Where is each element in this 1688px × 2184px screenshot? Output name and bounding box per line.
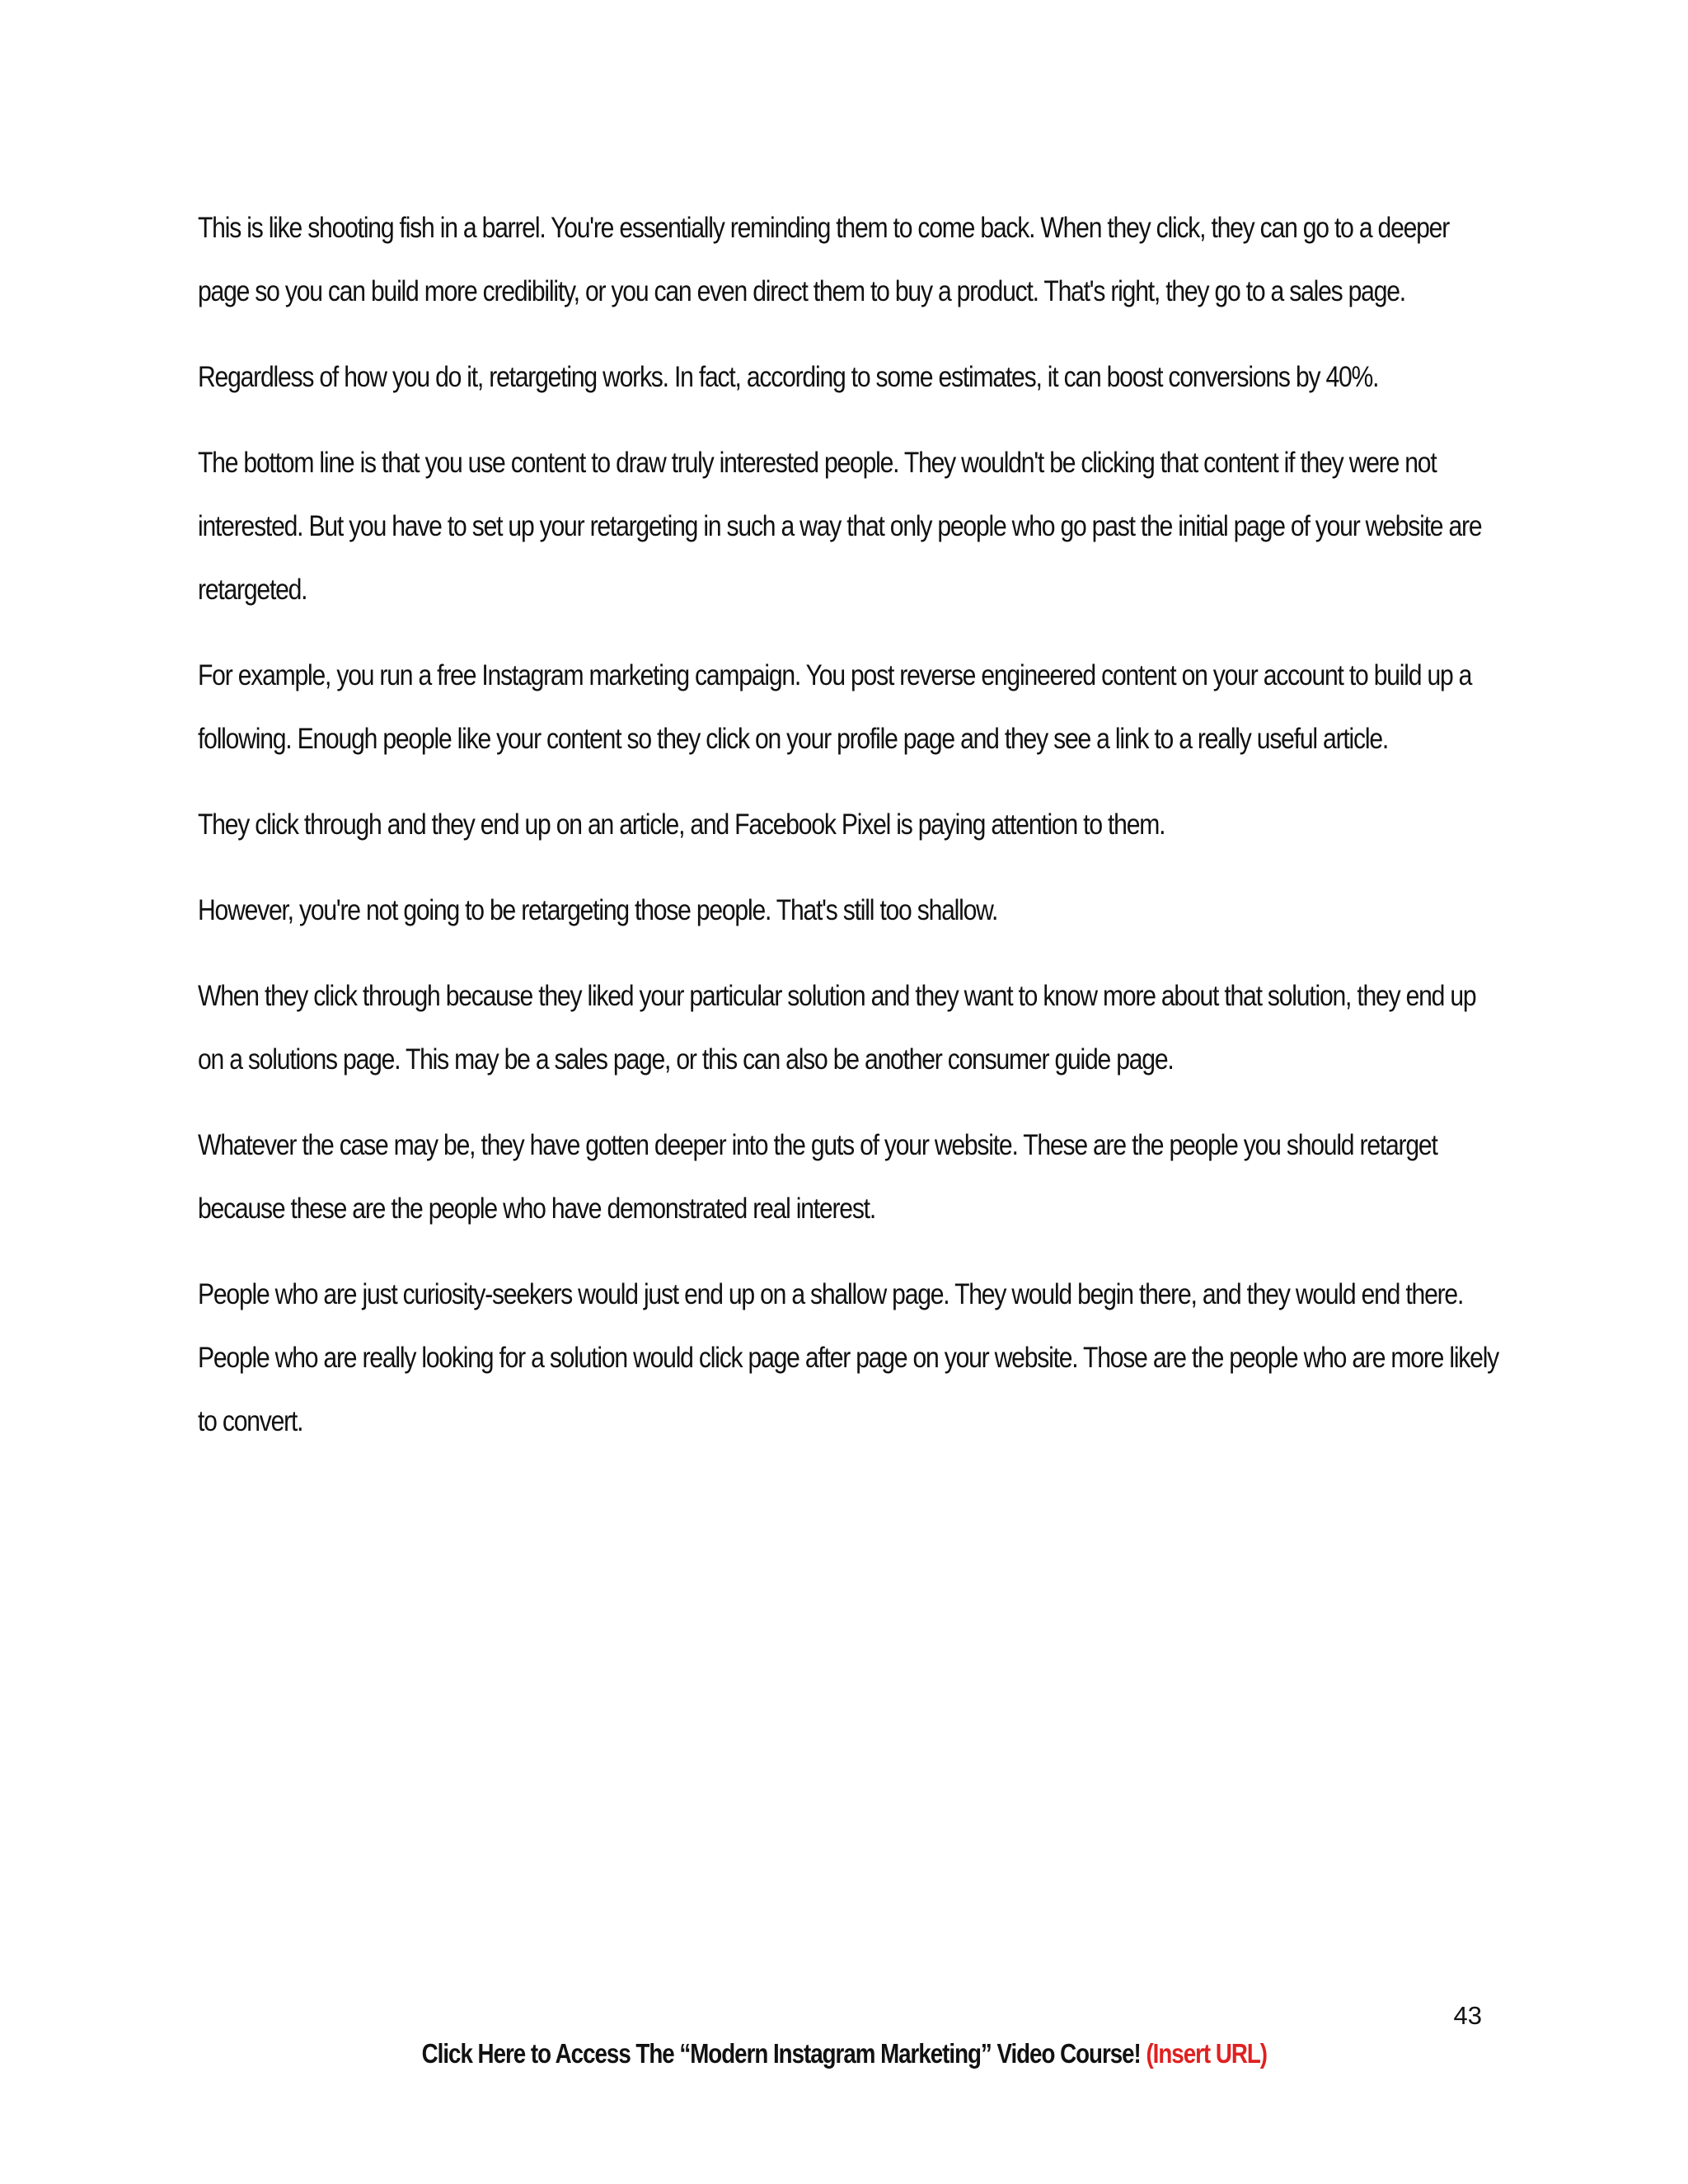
footer-link[interactable] <box>421 2038 1266 2069</box>
paragraph: They click through and they end up on an article, and Facebook Pixel is paying attention to them. <box>198 808 1165 841</box>
paragraph: The bottom line is that you use content to draw truly interested people. They wouldn't be clicking that content if they were not interested. But you have to set up your retargeting in such a way that only people who go past the initial page of your website are retargeted. <box>198 447 1482 606</box>
paragraph: For example, you run a free Instagram marketing campaign. You post reverse engineered content on your account to build up a following. Enough people like your content so they click on your profile page and they see a link to a really useful article. <box>198 659 1472 755</box>
paragraph: Regardless of how you do it, retargeting works. In fact, according to some estimates, it can boost conversions by 40%. <box>198 361 1379 393</box>
paragraph: People who are just curiosity-seekers would just end up on a shallow page. They would begin there, and they would end there. People who are really looking for a solution would click page after page on your website. Those are the people who are more likely to convert. <box>198 1278 1499 1437</box>
footer <box>0 2038 1688 2069</box>
paragraph: This is like shooting fish in a barrel. You're essentially reminding them to come back. When they click, they can go to a deeper page so you can build more credibility, or you can even direct them to buy a product. That's right, they go to a sales page. <box>198 212 1450 307</box>
insert-url-text[interactable]: (Insert URL) <box>1146 2038 1267 2069</box>
paragraph: Whatever the case may be, they have gotten deeper into the guts of your website. These are the people you should retarget because these are the people who have demonstrated real interest. <box>198 1129 1437 1225</box>
body-text <box>198 196 1500 1475</box>
paragraph: However, you're not going to be retargeting those people. That's still too shallow. <box>198 894 998 926</box>
page-number: 43 <box>1453 2001 1482 2030</box>
paragraph: When they click through because they liked your particular solution and they want to know more about that solution, they end up on a solutions page. This may be a sales page, or this can also be another consumer guide page. <box>198 980 1476 1076</box>
course-link-text[interactable]: Click Here to Access The “Modern Instagram Marketing” Video Course! <box>421 2038 1141 2069</box>
